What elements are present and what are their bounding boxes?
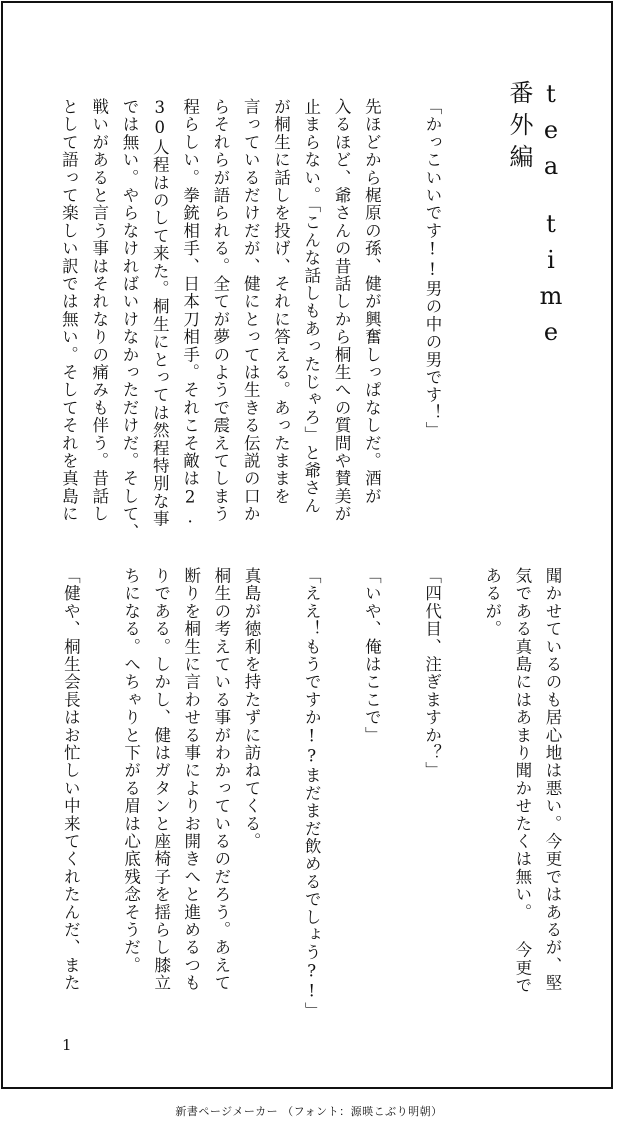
- text-column: 桐生の考えている事がわかっているのだろう。あえて: [211, 567, 231, 992]
- text-column: りである。しかし、健はガタンと座椅子を揺らし膝立: [151, 567, 171, 992]
- title-kanji: 番外編: [505, 80, 533, 176]
- text-column: 断りを桐生に言わせる事によりお開きへと進めるつも: [181, 567, 201, 992]
- page-title: [505, 80, 565, 380]
- text-column: 「健や、桐生会長はお忙しい中来てくれたんだ、また: [61, 567, 81, 992]
- title-latin-2: time: [537, 210, 565, 354]
- text-column: 聞かせているのも居心地は悪い。今更ではあるが、堅: [543, 567, 562, 992]
- text-column: 程らしい。拳銃相手、日本刀相手。それこそ敵は2.: [180, 98, 200, 528]
- text-column: として語って楽しい訳では無い。そしてそれを真島に: [59, 98, 79, 523]
- text-column: ちになる。へちゃりと下がる眉は心底残念そうだ。: [121, 567, 141, 975]
- text-column: 言っているだけだが、健にとっては生きる伝説の口か: [241, 98, 261, 523]
- text-column: では無い。やらなければいけなかっただけだ。そして、: [120, 98, 139, 541]
- text-column: 気である真島にはあまり聞かせたくは無い。 今更で: [512, 567, 532, 995]
- text-column: 「ええ！もうですか!?まだまだ飲めるでしょう?!」: [302, 567, 322, 1020]
- text-column: が桐生に話しを投げ、それに答える。あったままを: [271, 98, 291, 506]
- text-column: 30人程はのして来た。桐生にとっては然程特別な事: [150, 98, 170, 528]
- page-number: 1: [62, 1036, 72, 1054]
- text-column: あるが。: [482, 567, 502, 638]
- text-column: 真島が徳利を持たずに訪ねてくる。: [242, 567, 261, 851]
- text-column: 止まらない。「こんな話しもあったじゃろ」と爺さん: [301, 98, 321, 515]
- text-column: 戦いがあると言う事はそれなりの痛みも伴う。昔話し: [89, 98, 109, 523]
- text-column: 「四代目、注ぎますか？」: [422, 567, 442, 780]
- text-column: 先ほどから梶原の孫、健が興奮しっぱなしだ。酒が: [362, 98, 382, 506]
- text-column: らそれらが語られる。全てが夢のようで震えてしまう: [210, 98, 230, 523]
- title-latin-1: tea: [537, 80, 565, 188]
- text-column: 「いや、俺はここで」: [362, 567, 382, 744]
- footer-caption: 新書ページメーカー （フォント：源暎こぶり明朝）: [175, 1105, 443, 1118]
- text-column: 「かっこいいです!!男の中の男です！」: [423, 98, 442, 440]
- text-column: 入るほど、爺さんの昔話しから桐生への質問や賛美が: [332, 98, 352, 523]
